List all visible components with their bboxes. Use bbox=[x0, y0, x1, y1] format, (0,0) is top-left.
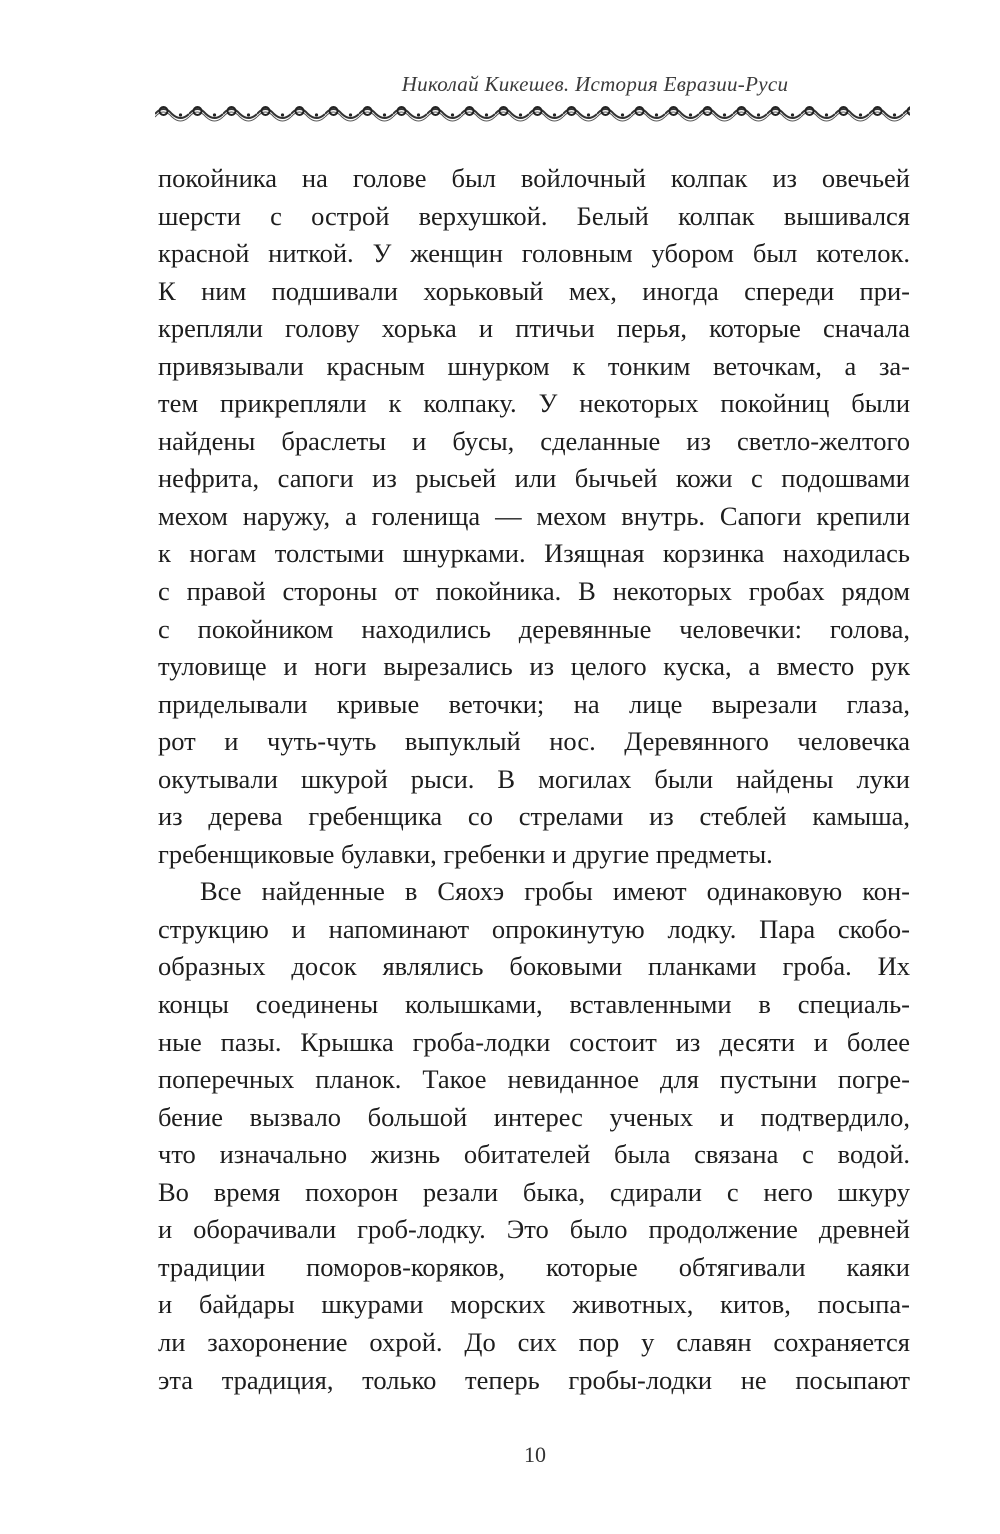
text-line: нефрита, сапоги из рысьей или бычьей кожи с подошвами bbox=[158, 463, 910, 494]
text-line: Все найденные в Сяохэ гробы имеют одинаковую кон- bbox=[200, 876, 910, 907]
text-line: приделывали кривые веточки; на лице вырезали глаза, bbox=[158, 688, 910, 719]
text-line: бение вызвало большой интерес ученых и подтвердило, bbox=[158, 1101, 910, 1132]
text-line: рот и чуть-чуть выпуклый нос. Деревянного человечка bbox=[158, 726, 910, 757]
decorative-border-icon bbox=[155, 100, 910, 122]
text-line: из дерева гребенщика со стрелами из стеблей камыша, bbox=[158, 801, 910, 832]
text-line: туловище и ноги вырезались из целого куска, а вместо рук bbox=[158, 651, 910, 682]
text-line: К ним подшивали хорьковый мех, иногда спереди при- bbox=[158, 275, 910, 306]
text-line: окутывали шкурой рыси. В могилах были найдены луки bbox=[158, 763, 910, 794]
text-line: с правой стороны от покойника. В некоторых гробах рядом bbox=[158, 576, 910, 607]
body-text bbox=[158, 160, 910, 1399]
text-line: образных досок являлись боковыми планками гроба. Их bbox=[158, 951, 910, 982]
text-line: гребенщиковые булавки, гребенки и другие предметы. bbox=[158, 838, 773, 869]
text-line: привязывали красным шнурком к тонким веточкам, а за- bbox=[158, 350, 910, 381]
text-line: концы соединены колышками, вставленными в специаль- bbox=[158, 989, 910, 1020]
text-line: традиции поморов-коряков, которые обтягивали каяки bbox=[158, 1251, 910, 1282]
text-line: и байдары шкурами морских животных, китов, посыпа- bbox=[158, 1289, 910, 1320]
text-line: ные пазы. Крышка гроба-лодки состоит из десяти и более bbox=[158, 1026, 910, 1057]
text-line: что изначально жизнь обитателей была связана с водой. bbox=[158, 1139, 910, 1170]
text-line: с покойником находились деревянные человечки: голова, bbox=[158, 613, 910, 644]
text-line: струкцию и напоминают опрокинутую лодку. Пара скобо- bbox=[158, 913, 910, 944]
text-line: и оборачивали гроб-лодку. Это было продолжение древней bbox=[158, 1214, 910, 1245]
text-line: мехом наружу, а голенища — мехом внутрь. Сапоги крепили bbox=[158, 500, 910, 531]
text-line: шерсти с острой верхушкой. Белый колпак вышивался bbox=[158, 200, 910, 231]
running-head: Николай Кикешев. История Евразии-Руси bbox=[401, 72, 789, 96]
text-line: найдены браслеты и бусы, сделанные из светло-желтого bbox=[158, 425, 910, 456]
text-line: к ногам толстыми шнурками. Изящная корзинка находилась bbox=[158, 538, 910, 569]
text-line: крепляли голову хорька и птичьи перья, которые сначала bbox=[158, 313, 910, 344]
text-line: эта традиция, только теперь гробы-лодки не посыпают bbox=[158, 1364, 910, 1395]
text-line: красной ниткой. У женщин головным убором был котелок. bbox=[158, 238, 910, 269]
text-line: поперечных планок. Такое невиданное для пустыни погре- bbox=[158, 1064, 910, 1095]
text-line: покойника на голове был войлочный колпак из овечьей bbox=[158, 163, 910, 193]
text-line: Во время похорон резали быка, сдирали с него шкуру bbox=[158, 1176, 910, 1207]
page-number: 10 bbox=[524, 1442, 546, 1467]
text-line: тем прикрепляли к колпаку. У некоторых покойниц были bbox=[158, 388, 910, 419]
text-line: ли захоронение охрой. До сих пор у славян сохраняется bbox=[158, 1326, 910, 1357]
